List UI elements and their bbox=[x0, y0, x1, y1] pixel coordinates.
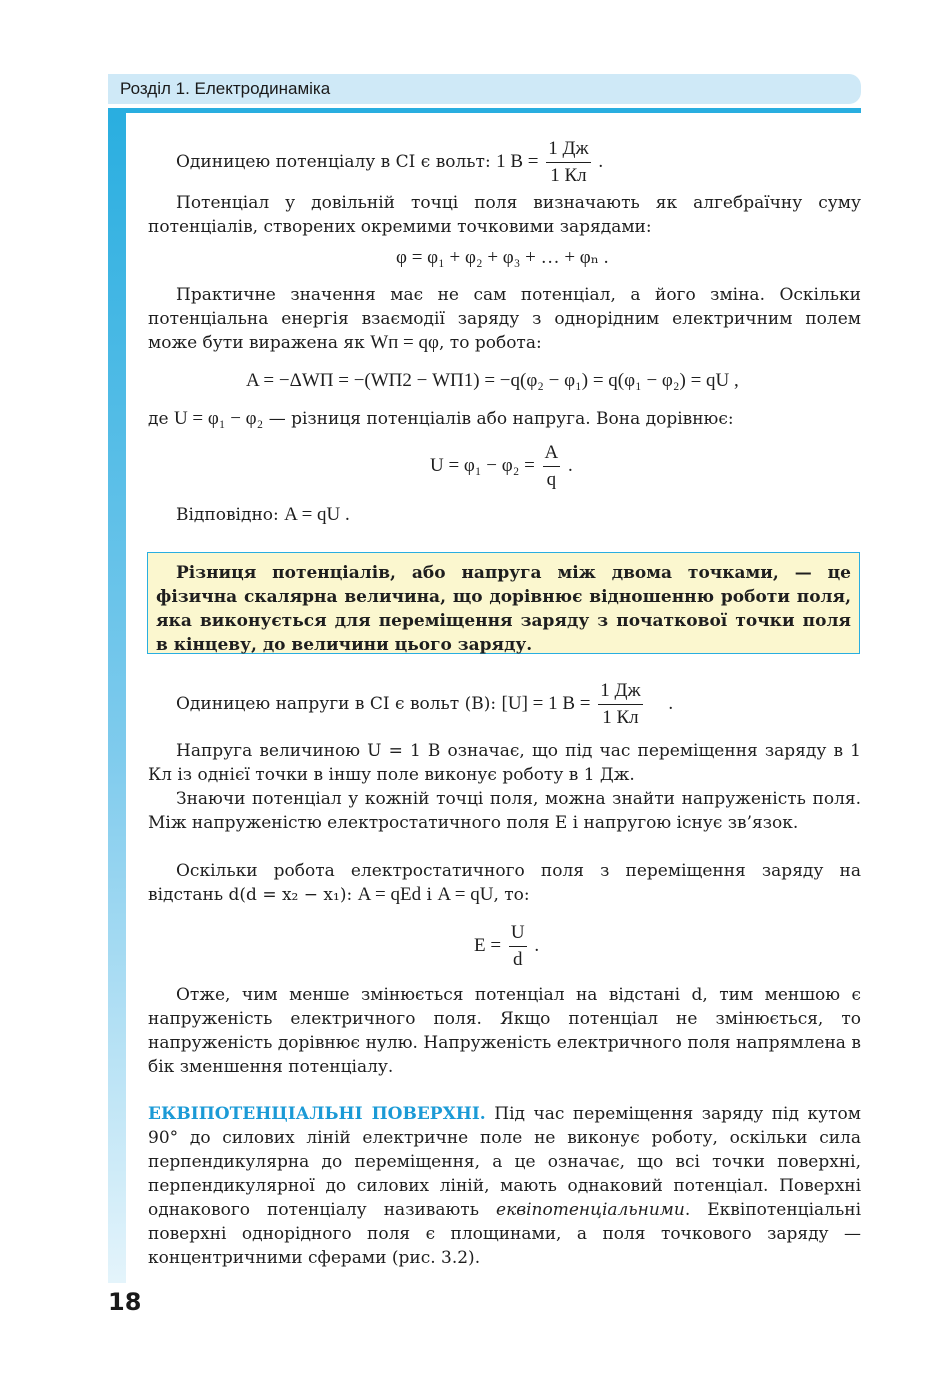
work-equation: A = −ΔWП = −(WП2 − WП1) = −q(φ₂ − φ₁) = q(φ₁ − φ₂) = qU , bbox=[246, 370, 739, 391]
text-prefix: де bbox=[148, 409, 169, 429]
denominator: 1 Кл bbox=[602, 707, 639, 728]
potential-sum-paragraph: Потенціал у довільній точці поля визначають як алгебраїчну суму потенціалів, створених окремими точковими зарядами: bbox=[148, 193, 861, 237]
fraction bbox=[546, 138, 590, 187]
header-rule bbox=[108, 108, 861, 113]
conjunction: і bbox=[426, 885, 432, 905]
definition-box bbox=[147, 552, 860, 654]
italic-term: еквіпотенціальними bbox=[496, 1200, 685, 1220]
voltage-unit-paragraph bbox=[176, 680, 673, 729]
section-header bbox=[108, 74, 861, 104]
text: Оскільки робота електростатичного поля з переміщення заряду на відстань d(d = x₂ − x₁): bbox=[148, 861, 861, 905]
voltage-equation bbox=[430, 442, 573, 491]
text-tail: , то: bbox=[493, 885, 530, 905]
side-stripe bbox=[108, 108, 126, 1283]
fraction bbox=[509, 922, 527, 971]
denominator: d bbox=[512, 949, 523, 970]
voltage-meaning-paragraph: Напруга величиною U = 1 В означає, що під час переміщення заряду в 1 Кл із однієї точки в іншу поле виконує роботу в 1 Дж. bbox=[148, 741, 861, 785]
section-title: Розділ 1. Електродинаміка bbox=[120, 79, 331, 98]
potential-energy-paragraph bbox=[148, 283, 861, 355]
fraction bbox=[598, 680, 642, 729]
work-voltage-formula: A = qU bbox=[437, 884, 494, 905]
volt-formula bbox=[496, 138, 604, 186]
formula-lhs: E = bbox=[474, 934, 502, 956]
voltage-formula: U = φ₁ − φ₂ bbox=[173, 408, 264, 429]
text: Відповідно: bbox=[176, 505, 279, 525]
formula-lhs: [U] = 1 В = bbox=[501, 692, 591, 714]
equipotential-paragraph bbox=[148, 1102, 861, 1270]
numerator: 1 Дж bbox=[546, 138, 590, 163]
formula-lhs: 1 В = bbox=[496, 150, 539, 172]
work-field-formula: A = qEd bbox=[357, 884, 422, 905]
voltage-unit-formula bbox=[501, 680, 674, 728]
numerator: A bbox=[543, 442, 561, 467]
conclusion-paragraph: Отже, чим менше змінюється потенціал на відстані d, тим меншою є напруженість електричного поля. Якщо потенціал не змінюється, то напруженість дорівнює нулю. Напруженість електричного поля напрямлена в бік зменшення потенціалу. bbox=[148, 985, 861, 1077]
fraction bbox=[543, 442, 561, 491]
denominator: 1 Кл bbox=[550, 165, 587, 186]
field-work-paragraph bbox=[148, 859, 861, 907]
formula-tail: . bbox=[534, 934, 540, 956]
section-term: ЕКВІПОТЕНЦІАЛЬНІ ПОВЕРХНІ. bbox=[148, 1104, 486, 1124]
text: Практичне значення має не сам потенціал, а його зміна. Оскільки потенціальна енергія взаємодії заряду з однорідним електричним полем може бути виражена як bbox=[148, 285, 861, 353]
page-number: 18 bbox=[108, 1288, 142, 1316]
text-tail: , то робота: bbox=[438, 333, 542, 353]
definition-text: Різниця потенціалів, або напруга між двома точками, — це фізична скалярна величина, що дорівнює відношенню роботи поля, яка виконується для переміщення заряду з початкової точки поля в кінцеву, до величини цього заряду. bbox=[156, 563, 851, 655]
energy-formula: Wп = qφ bbox=[370, 332, 439, 353]
text-tail: . Еквіпотенціальні поверхні однорідного поля є площинами, а поля точкового заряду — концентричними сферами (рис. 3.2). bbox=[148, 1200, 862, 1268]
formula-tail: . bbox=[568, 454, 573, 476]
text: Одиницею напруги в СІ є вольт (В): bbox=[176, 693, 497, 714]
text: Одиницею потенціалу в СІ є вольт: bbox=[176, 151, 491, 172]
formula-tail: . bbox=[668, 692, 674, 714]
potential-sum-equation: φ = φ₁ + φ₂ + φ₃ + … + φₙ . bbox=[396, 247, 609, 268]
potential-unit-paragraph bbox=[176, 138, 603, 187]
voltage-definition-line bbox=[148, 407, 734, 431]
formula-lhs: U = φ₁ − φ₂ = bbox=[430, 454, 535, 476]
work-formula: A = qU . bbox=[284, 504, 350, 525]
field-equation bbox=[474, 922, 539, 971]
denominator: q bbox=[546, 469, 557, 490]
field-strength-paragraph: Знаючи потенціал у кожній точці поля, можна знайти напруженість поля. Між напруженістю електростатичного поля E і напругою існує зв’язок. bbox=[148, 789, 861, 833]
numerator: 1 Дж bbox=[598, 680, 642, 705]
text: — різниця потенціалів або напруга. Вона дорівнює: bbox=[268, 409, 734, 429]
text: Під час переміщення заряду під кутом 90° до силових ліній електричне поле не виконує роботу, оскільки сила перпендикулярна до переміщення, а це означає, що всі точки поверхні, перпендикулярної до силових ліній, мають однаковий потенціал. Поверхні однакового потенціалу називають bbox=[148, 1104, 861, 1220]
numerator: U bbox=[509, 922, 527, 947]
work-voltage-line bbox=[176, 503, 350, 527]
formula-tail: . bbox=[598, 150, 604, 172]
